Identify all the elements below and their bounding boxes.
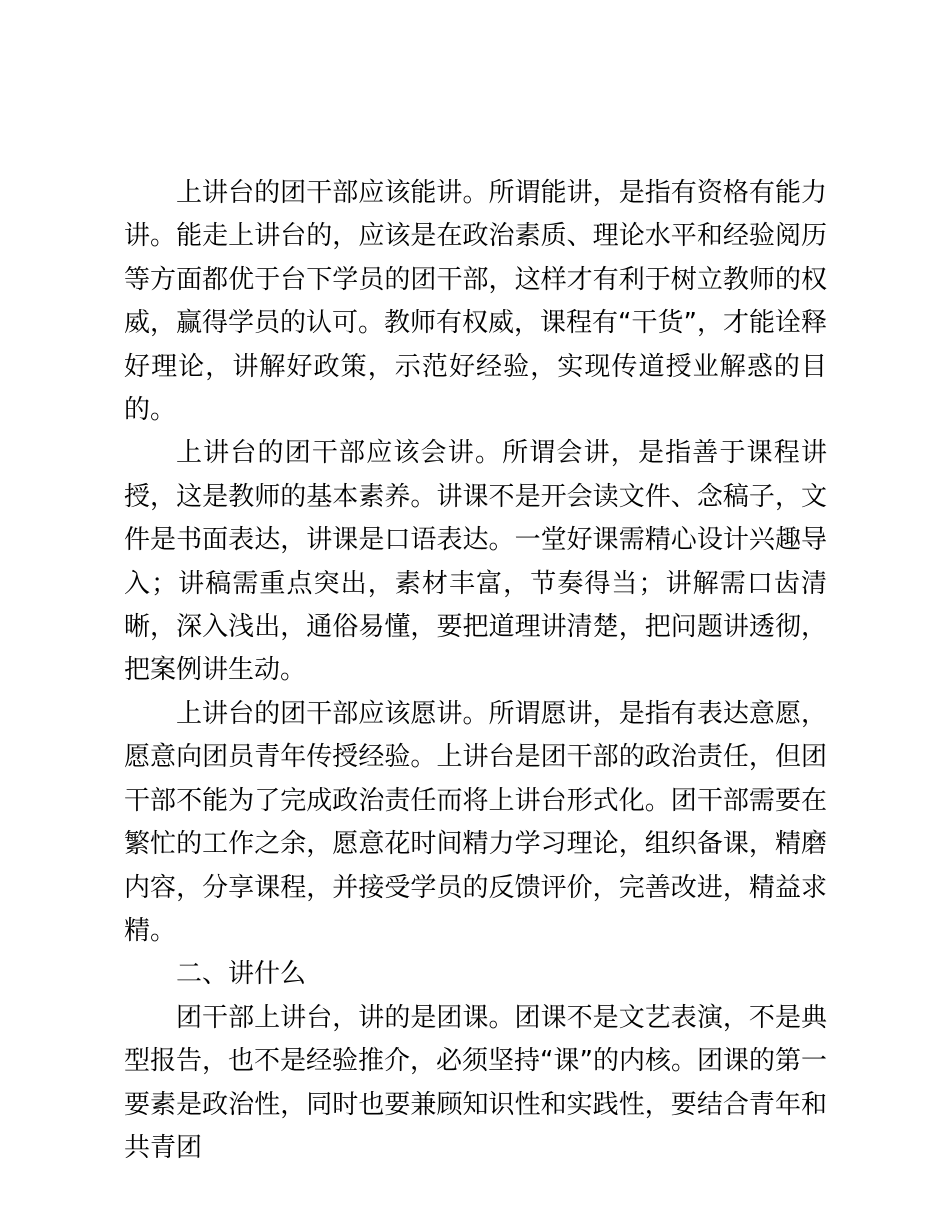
paragraph-neng-jiang: 上讲台的团干部应该能讲。所谓能讲，是指有资格有能力讲。能走上讲台的，应该是在政治素质、理论水平和经验阅历等方面都优于台下学员的团干部，这样才有利于树立教师的权威，赢得学员的认可。教师有权威，课程有“干货”，才能诠释好理论，讲解好政策，示范好经验，实现传道授业解惑的目的。 [124,178,827,426]
document-body [124,172,827,1170]
paragraph-hui-jiang: 上讲台的团干部应该会讲。所谓会讲，是指善于课程讲授，这是教师的基本素养。讲课不是开会读文件、念稿子，文件是书面表达，讲课是口语表达。一堂好课需精心设计兴趣导入；讲稿需重点突出，素材丰富，节奏得当；讲解需口齿清晰，深入浅出，通俗易懂，要把道理讲清楚，把问题讲透彻，把案例讲生动。 [124,438,827,686]
paragraph-yuan-jiang: 上讲台的团干部应该愿讲。所谓愿讲，是指有表达意愿，愿意向团员青年传授经验。上讲台是团干部的政治责任，但团干部不能为了完成政治责任而将上讲台形式化。团干部需要在繁忙的工作之余，愿意花时间精力学习理论，组织备课，精磨内容，分享课程，并接受学员的反馈评价，完善改进，精益求精。 [124,698,827,946]
section-heading: 二、讲什么 [176,959,307,990]
paragraph-tuan-ke: 团干部上讲台，讲的是团课。团课不是文艺表演，不是典型报告，也不是经验推介，必须坚持“课”的内核。团课的第一要素是政治性，同时也要兼顾知识性和实践性，要结合青年和共青团 [124,1002,827,1163]
